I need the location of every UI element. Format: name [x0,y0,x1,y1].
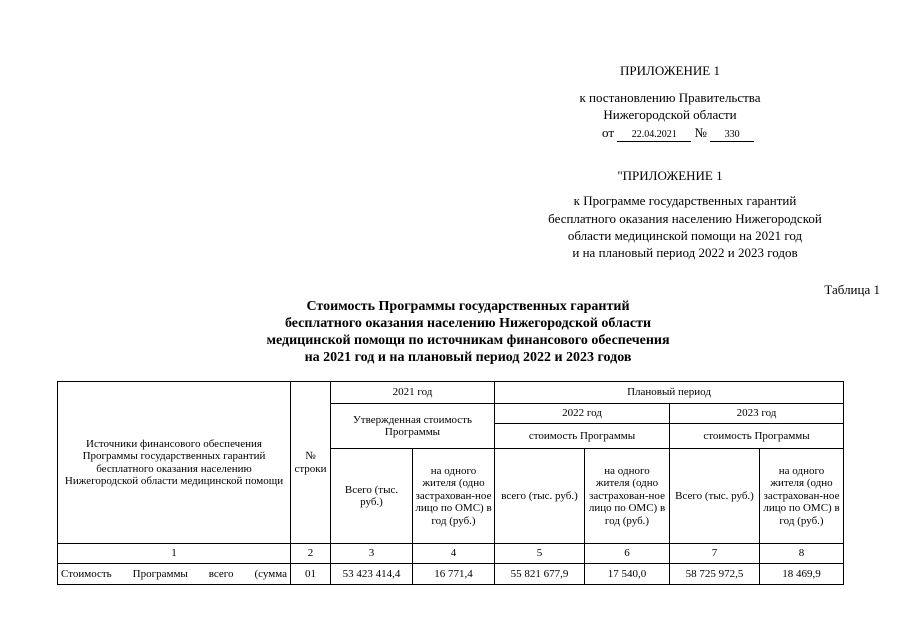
header-source: Источники финансового обеспечения Программы государственных гарантий бесплатного оказания населению Нижегородской области медицинской помощи [58,382,291,544]
row-per-capita-2023: 18 469,9 [760,564,844,585]
document-title [148,298,788,366]
header-year-2023: 2023 год [670,404,844,424]
header-program-cost-2023: стоимость Программы [670,424,844,449]
cost-table [57,381,844,585]
title-line-3: медицинской помощи по источникам финансового обеспечения [266,333,670,348]
program-appendix-line-1: к Программе государственных гарантий [573,193,797,208]
resolution-date-line [560,124,780,142]
header-total-2022: всего (тыс. руб.) [495,449,585,544]
from-label: от [602,125,615,140]
column-number: 2 [291,544,331,564]
program-appendix-line-3: области медицинской помощи на 2021 год [567,228,803,243]
row-per-capita-2021: 16 771,4 [413,564,495,585]
appendix-title: ПРИЛОЖЕНИЕ 1 [620,63,720,78]
header-row-no: № строки [291,382,331,544]
column-number: 8 [760,544,844,564]
column-number: 4 [413,544,495,564]
row-total-2022: 55 821 677,9 [495,564,585,585]
row-per-capita-2022: 17 540,0 [585,564,670,585]
column-number: 7 [670,544,760,564]
column-number: 1 [58,544,291,564]
program-appendix-title: "ПРИЛОЖЕНИЕ 1 [617,168,723,183]
header-per-capita-2021: на одного жителя (одно застрахован-ное лицо по ОМС) в год (руб.) [413,449,495,544]
header-year-2022: 2022 год [495,404,670,424]
header-total-2023: Всего (тыс. руб.) [670,449,760,544]
row-no: 01 [291,564,331,585]
header-approved-cost: Утвержденная стоимость Программы [331,404,495,449]
region-line: Нижегородской области [603,107,737,122]
header-per-capita-2023: на одного жителя (одно застрахован-ное лицо по ОМС) в год (руб.) [760,449,844,544]
column-number: 6 [585,544,670,564]
resolution-line: к постановлению Правительства [579,90,761,105]
title-line-1: Стоимость Программы государственных гарантий [306,299,630,314]
header-total-2021: Всего (тыс. руб.) [331,449,413,544]
header-planned-period: Плановый период [495,382,844,404]
table-label: Таблица 1 [824,282,880,297]
row-source: Стоимость Программы всего (сумма [58,564,291,585]
column-number: 5 [495,544,585,564]
header-per-capita-2022: на одного жителя (одно застрахован-ное лицо по ОМС) в год (руб.) [585,449,670,544]
program-appendix-line-2: бесплатного оказания населению Нижегородской [548,211,822,226]
row-total-2021: 53 423 414,4 [331,564,413,585]
header-year-2021: 2021 год [331,382,495,404]
table-row [58,564,844,585]
title-line-4: на 2021 год и на плановый период 2022 и 2023 годов [304,350,632,365]
resolution-date: 22.04.2021 [617,129,691,142]
header-program-cost-2022: стоимость Программы [495,424,670,449]
title-line-2: бесплатного оказания населению Нижегородской области [284,316,652,331]
row-total-2023: 58 725 972,5 [670,564,760,585]
column-numbers-row [58,544,844,564]
number-sign: № [694,125,707,140]
program-appendix-line-4: и на плановый период 2022 и 2023 годов [572,245,798,260]
resolution-number: 330 [710,129,754,142]
column-number: 3 [331,544,413,564]
